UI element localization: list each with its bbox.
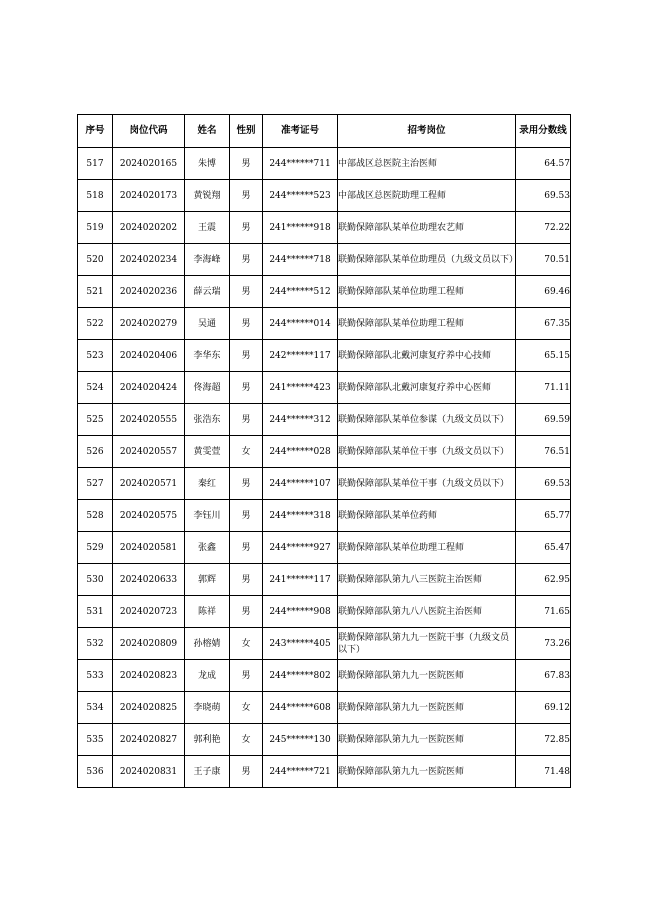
gender-cell: 男 — [230, 372, 263, 404]
position-cell: 联勤保障部队某单位助理农艺师 — [338, 212, 516, 244]
score-cell: 70.51 — [516, 244, 571, 276]
table-row — [78, 596, 571, 628]
serial-cell: 532 — [78, 628, 113, 660]
post-code-cell: 2024020555 — [113, 404, 185, 436]
gender-cell: 男 — [230, 468, 263, 500]
position-cell: 联勤保障部队北戴河康复疗养中心医师 — [338, 372, 516, 404]
table-row — [78, 276, 571, 308]
score-cell: 71.48 — [516, 756, 571, 788]
exam-id-cell: 244******028 — [263, 436, 338, 468]
exam-id-cell: 244******318 — [263, 500, 338, 532]
exam-id-cell: 244******512 — [263, 276, 338, 308]
post-code-cell: 2024020424 — [113, 372, 185, 404]
serial-cell: 524 — [78, 372, 113, 404]
position-cell: 联勤保障部队第九八八医院主治医师 — [338, 596, 516, 628]
name-cell: 李华东 — [185, 340, 230, 372]
name-cell: 王震 — [185, 212, 230, 244]
post-code-cell: 2024020173 — [113, 180, 185, 212]
table-row — [78, 148, 571, 180]
score-cell: 65.15 — [516, 340, 571, 372]
name-cell: 张鑫 — [185, 532, 230, 564]
name-cell: 李钰川 — [185, 500, 230, 532]
exam-id-cell: 244******721 — [263, 756, 338, 788]
exam-id-cell: 241******918 — [263, 212, 338, 244]
name-cell: 黄锐翔 — [185, 180, 230, 212]
exam-id-cell: 244******608 — [263, 692, 338, 724]
serial-cell: 523 — [78, 340, 113, 372]
name-cell: 王子康 — [185, 756, 230, 788]
exam-id-cell: 242******117 — [263, 340, 338, 372]
position-cell: 联勤保障部队某单位助理工程师 — [338, 276, 516, 308]
table-row — [78, 724, 571, 756]
name-cell: 张浩东 — [185, 404, 230, 436]
score-cell: 64.57 — [516, 148, 571, 180]
exam-id-cell: 245******130 — [263, 724, 338, 756]
table-row — [78, 180, 571, 212]
gender-cell: 男 — [230, 660, 263, 692]
serial-cell: 528 — [78, 500, 113, 532]
gender-cell: 男 — [230, 532, 263, 564]
table-row — [78, 660, 571, 692]
score-cell: 72.85 — [516, 724, 571, 756]
exam-id-cell: 244******523 — [263, 180, 338, 212]
header-exam-id: 准考证号 — [263, 115, 338, 148]
post-code-cell: 2024020571 — [113, 468, 185, 500]
exam-id-cell: 244******312 — [263, 404, 338, 436]
gender-cell: 女 — [230, 628, 263, 660]
serial-cell: 525 — [78, 404, 113, 436]
post-code-cell: 2024020236 — [113, 276, 185, 308]
gender-cell: 男 — [230, 340, 263, 372]
header-position: 招考岗位 — [338, 115, 516, 148]
gender-cell: 男 — [230, 308, 263, 340]
score-cell: 65.47 — [516, 532, 571, 564]
score-cell: 69.46 — [516, 276, 571, 308]
name-cell: 郭辉 — [185, 564, 230, 596]
gender-cell: 男 — [230, 564, 263, 596]
post-code-cell: 2024020279 — [113, 308, 185, 340]
serial-cell: 521 — [78, 276, 113, 308]
gender-cell: 女 — [230, 692, 263, 724]
position-cell: 联勤保障部队第九八三医院主治医师 — [338, 564, 516, 596]
name-cell: 李海峰 — [185, 244, 230, 276]
post-code-cell: 2024020234 — [113, 244, 185, 276]
exam-id-cell: 244******711 — [263, 148, 338, 180]
position-cell: 联勤保障部队某单位干事（九级文员以下） — [338, 468, 516, 500]
serial-cell: 520 — [78, 244, 113, 276]
post-code-cell: 2024020406 — [113, 340, 185, 372]
name-cell: 吴通 — [185, 308, 230, 340]
gender-cell: 男 — [230, 212, 263, 244]
post-code-cell: 2024020825 — [113, 692, 185, 724]
serial-cell: 527 — [78, 468, 113, 500]
exam-id-cell: 244******908 — [263, 596, 338, 628]
score-cell: 71.65 — [516, 596, 571, 628]
name-cell: 李晓萌 — [185, 692, 230, 724]
position-cell: 联勤保障部队某单位药师 — [338, 500, 516, 532]
serial-cell: 530 — [78, 564, 113, 596]
post-code-cell: 2024020165 — [113, 148, 185, 180]
post-code-cell: 2024020809 — [113, 628, 185, 660]
name-cell: 陈祥 — [185, 596, 230, 628]
header-post-code: 岗位代码 — [113, 115, 185, 148]
position-cell: 联勤保障部队某单位助理员（九级文员以下） — [338, 244, 516, 276]
serial-cell: 518 — [78, 180, 113, 212]
header-row — [78, 115, 571, 148]
exam-id-cell: 244******718 — [263, 244, 338, 276]
score-cell: 62.95 — [516, 564, 571, 596]
table-row — [78, 372, 571, 404]
exam-id-cell: 244******014 — [263, 308, 338, 340]
exam-id-cell: 244******802 — [263, 660, 338, 692]
name-cell: 佟海超 — [185, 372, 230, 404]
name-cell: 朱博 — [185, 148, 230, 180]
name-cell: 郭利艳 — [185, 724, 230, 756]
gender-cell: 男 — [230, 756, 263, 788]
serial-cell: 531 — [78, 596, 113, 628]
table-row — [78, 308, 571, 340]
serial-cell: 526 — [78, 436, 113, 468]
gender-cell: 男 — [230, 244, 263, 276]
position-cell: 中部战区总医院主治医师 — [338, 148, 516, 180]
score-cell: 69.53 — [516, 180, 571, 212]
post-code-cell: 2024020575 — [113, 500, 185, 532]
score-cell: 67.83 — [516, 660, 571, 692]
table-row — [78, 532, 571, 564]
table-row — [78, 244, 571, 276]
position-cell: 联勤保障部队第九九一医院医师 — [338, 756, 516, 788]
exam-id-cell: 241******423 — [263, 372, 338, 404]
post-code-cell: 2024020557 — [113, 436, 185, 468]
score-cell: 69.59 — [516, 404, 571, 436]
post-code-cell: 2024020581 — [113, 532, 185, 564]
score-cell: 73.26 — [516, 628, 571, 660]
score-cell: 67.35 — [516, 308, 571, 340]
position-cell: 联勤保障部队某单位参谋（九级文员以下） — [338, 404, 516, 436]
table-row — [78, 212, 571, 244]
gender-cell: 男 — [230, 404, 263, 436]
name-cell: 龙成 — [185, 660, 230, 692]
post-code-cell: 2024020827 — [113, 724, 185, 756]
post-code-cell: 2024020202 — [113, 212, 185, 244]
header-gender: 性别 — [230, 115, 263, 148]
gender-cell: 男 — [230, 276, 263, 308]
header-score: 录用分数线 — [516, 115, 571, 148]
position-cell: 联勤保障部队第九九一医院医师 — [338, 660, 516, 692]
gender-cell: 男 — [230, 596, 263, 628]
position-cell: 联勤保障部队某单位助理工程师 — [338, 532, 516, 564]
table-row — [78, 692, 571, 724]
gender-cell: 男 — [230, 180, 263, 212]
table-row — [78, 500, 571, 532]
name-cell: 秦红 — [185, 468, 230, 500]
name-cell: 孙榕婧 — [185, 628, 230, 660]
gender-cell: 女 — [230, 724, 263, 756]
score-cell: 71.11 — [516, 372, 571, 404]
table-row — [78, 404, 571, 436]
gender-cell: 男 — [230, 148, 263, 180]
serial-cell: 519 — [78, 212, 113, 244]
table-row — [78, 628, 571, 660]
table-row — [78, 756, 571, 788]
score-cell: 72.22 — [516, 212, 571, 244]
serial-cell: 529 — [78, 532, 113, 564]
gender-cell: 女 — [230, 436, 263, 468]
table-row — [78, 436, 571, 468]
serial-cell: 522 — [78, 308, 113, 340]
header-name: 姓名 — [185, 115, 230, 148]
name-cell: 黄雯萱 — [185, 436, 230, 468]
serial-cell: 534 — [78, 692, 113, 724]
serial-cell: 536 — [78, 756, 113, 788]
position-cell: 联勤保障部队第九九一医院干事（九级文员以下） — [338, 628, 516, 660]
exam-id-cell: 244******107 — [263, 468, 338, 500]
position-cell: 联勤保障部队北戴河康复疗养中心技师 — [338, 340, 516, 372]
exam-id-cell: 243******405 — [263, 628, 338, 660]
score-cell: 69.12 — [516, 692, 571, 724]
admission-score-table — [77, 114, 571, 788]
table-row — [78, 340, 571, 372]
serial-cell: 535 — [78, 724, 113, 756]
position-cell: 联勤保障部队第九九一医院医师 — [338, 692, 516, 724]
name-cell: 薛云瑞 — [185, 276, 230, 308]
score-cell: 65.77 — [516, 500, 571, 532]
table-row — [78, 564, 571, 596]
position-cell: 联勤保障部队第九九一医院医师 — [338, 724, 516, 756]
position-cell: 中部战区总医院助理工程师 — [338, 180, 516, 212]
table-row — [78, 468, 571, 500]
position-cell: 联勤保障部队某单位助理工程师 — [338, 308, 516, 340]
serial-cell: 533 — [78, 660, 113, 692]
post-code-cell: 2024020633 — [113, 564, 185, 596]
header-serial: 序号 — [78, 115, 113, 148]
exam-id-cell: 241******117 — [263, 564, 338, 596]
serial-cell: 517 — [78, 148, 113, 180]
post-code-cell: 2024020823 — [113, 660, 185, 692]
exam-id-cell: 244******927 — [263, 532, 338, 564]
gender-cell: 男 — [230, 500, 263, 532]
post-code-cell: 2024020723 — [113, 596, 185, 628]
score-cell: 69.53 — [516, 468, 571, 500]
score-cell: 76.51 — [516, 436, 571, 468]
post-code-cell: 2024020831 — [113, 756, 185, 788]
position-cell: 联勤保障部队某单位干事（九级文员以下） — [338, 436, 516, 468]
